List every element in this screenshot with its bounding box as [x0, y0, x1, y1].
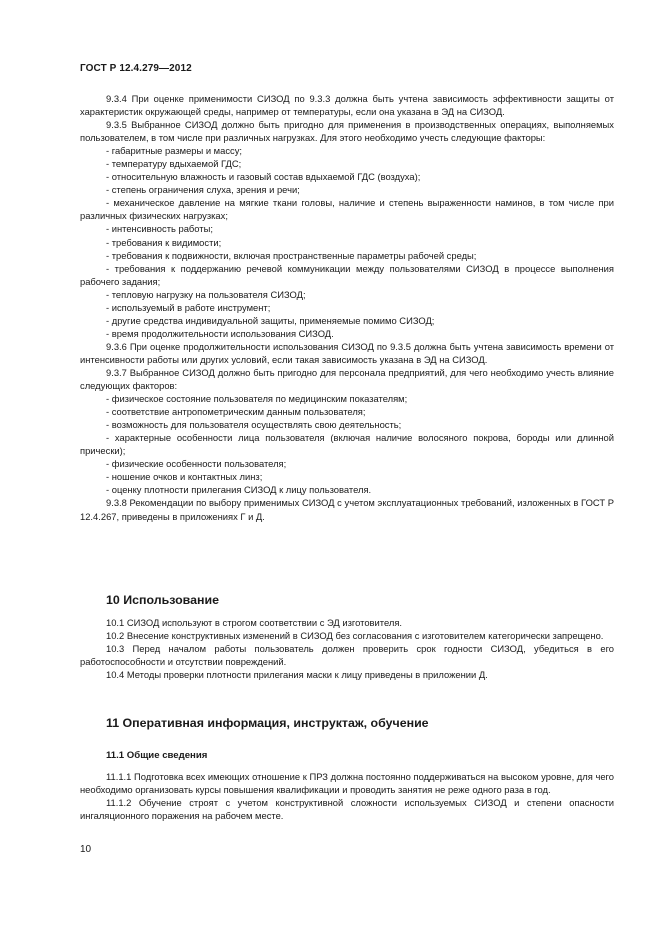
- list-item: - соответствие антропометрическим данным пользователя;: [106, 406, 366, 418]
- list-item: - требования к видимости;: [106, 236, 222, 248]
- list-item: - габаритные размеры и массу;: [106, 145, 243, 157]
- list-item: - физическое состояние пользователя по медицинским показателям;: [106, 393, 408, 405]
- list-item: - физические особенности пользователя;: [106, 458, 287, 470]
- list-item: - возможность для пользователя осуществлять свою деятельность;: [106, 419, 402, 431]
- page-number: 10: [80, 844, 92, 855]
- list-item: - время продолжительности использования СИЗОД.: [106, 327, 334, 339]
- section-9-body: [80, 92, 614, 523]
- list-item: - температуру вдыхаемой ГДС;: [106, 158, 242, 170]
- paragraph: 9.3.5 Выбранное СИЗОД должно быть пригодно для применения в производственных операциях, выполняемых пользователем, в том числе при различных нагрузках. Для этого необходимо учесть следующие факторы:: [80, 119, 614, 144]
- section-11-title: 11 Оперативная информация, инструктаж, обучение: [106, 716, 429, 730]
- paragraph: 9.3.7 Выбранное СИЗОД должно быть пригодно для персонала предприятий, для чего необходимо учесть влияние следующих факторов:: [80, 366, 614, 392]
- list-item: - оценку плотности прилегания СИЗОД к лицу пользователя.: [106, 484, 372, 496]
- list-item: - другие средства индивидуальной защиты, применяемые помимо СИЗОД;: [106, 314, 435, 326]
- paragraph: 10.1 СИЗОД используют в строгом соответствии с ЭД изготовителя.: [106, 617, 402, 628]
- list-item: - характерные особенности лица пользователя (включая наличие волосяного покрова, бороды или длинной прически);: [80, 432, 614, 457]
- paragraph: 9.3.8 Рекомендации по выбору применимых СИЗОД с учетом эксплуатационных требований, изложенных в ГОСТ Р 12.4.267, приведены в приложениях Г и Д.: [80, 497, 614, 522]
- list-item: - требования к поддержанию речевой коммуникации между пользователями СИЗОД в процессе выполнения рабочего задания;: [80, 262, 614, 287]
- paragraph: 10.2 Внесение конструктивных изменений в СИЗОД без согласования с изготовителем категорически запрещено.: [106, 630, 604, 642]
- section-10-title: 10 Использование: [106, 593, 220, 607]
- list-item: - требования к подвижности, включая пространственные параметры рабочей среды;: [106, 249, 477, 261]
- list-item: - степень ограничения слуха, зрения и речи;: [106, 184, 300, 196]
- paragraph: 10.4 Методы проверки плотности прилегания маски к лицу приведены в приложении Д.: [106, 669, 488, 681]
- section-10-body: [80, 616, 614, 681]
- section-11-body: [80, 770, 614, 822]
- document-header: ГОСТ Р 12.4.279—2012: [80, 63, 192, 74]
- paragraph: 10.3 Перед началом работы пользователь должен проверить срок годности СИЗОД, убедиться в его работоспособности и отсутствии повреждений.: [80, 643, 614, 668]
- paragraph: 11.1.1 Подготовка всех имеющих отношение к ПРЗ должна постоянно поддерживаться на высоком уровне, для чего необходимо организовать курсы повышения квалификации и проводить занятия не реже одного раза в год.: [80, 771, 614, 796]
- list-item: - механическое давление на мягкие ткани головы, наличие и степень выраженности наминов, в том числе при различных физических нагрузках;: [80, 197, 614, 222]
- paragraph: 11.1.2 Обучение строят с учетом конструктивной сложности используемых СИЗОД и степени опасности ингаляционного поражения на рабочем месте.: [80, 797, 614, 822]
- list-item: - тепловую нагрузку на пользователя СИЗОД;: [106, 288, 306, 300]
- list-item: - ношение очков и контактных линз;: [106, 471, 263, 483]
- list-item: - используемый в работе инструмент;: [106, 301, 271, 313]
- list-item: - относительную влажность и газовый состав вдыхаемой ГДС (воздуха);: [106, 171, 421, 183]
- list-item: - интенсивность работы;: [106, 223, 213, 235]
- paragraph: 9.3.6 При оценке продолжительности использования СИЗОД по 9.3.5 должна быть учтена зависимость времени от интенсивности работы или других условий, если такая зависимость указана в ЭД на СИЗОД.: [80, 340, 614, 365]
- paragraph: 9.3.4 При оценке применимости СИЗОД по 9.3.3 должна быть учтена зависимость эффективности защиты от характеристик окружающей среды, например от температуры, если она указана в ЭД на СИЗОД.: [80, 93, 614, 118]
- section-11-1-title: 11.1 Общие сведения: [106, 750, 208, 761]
